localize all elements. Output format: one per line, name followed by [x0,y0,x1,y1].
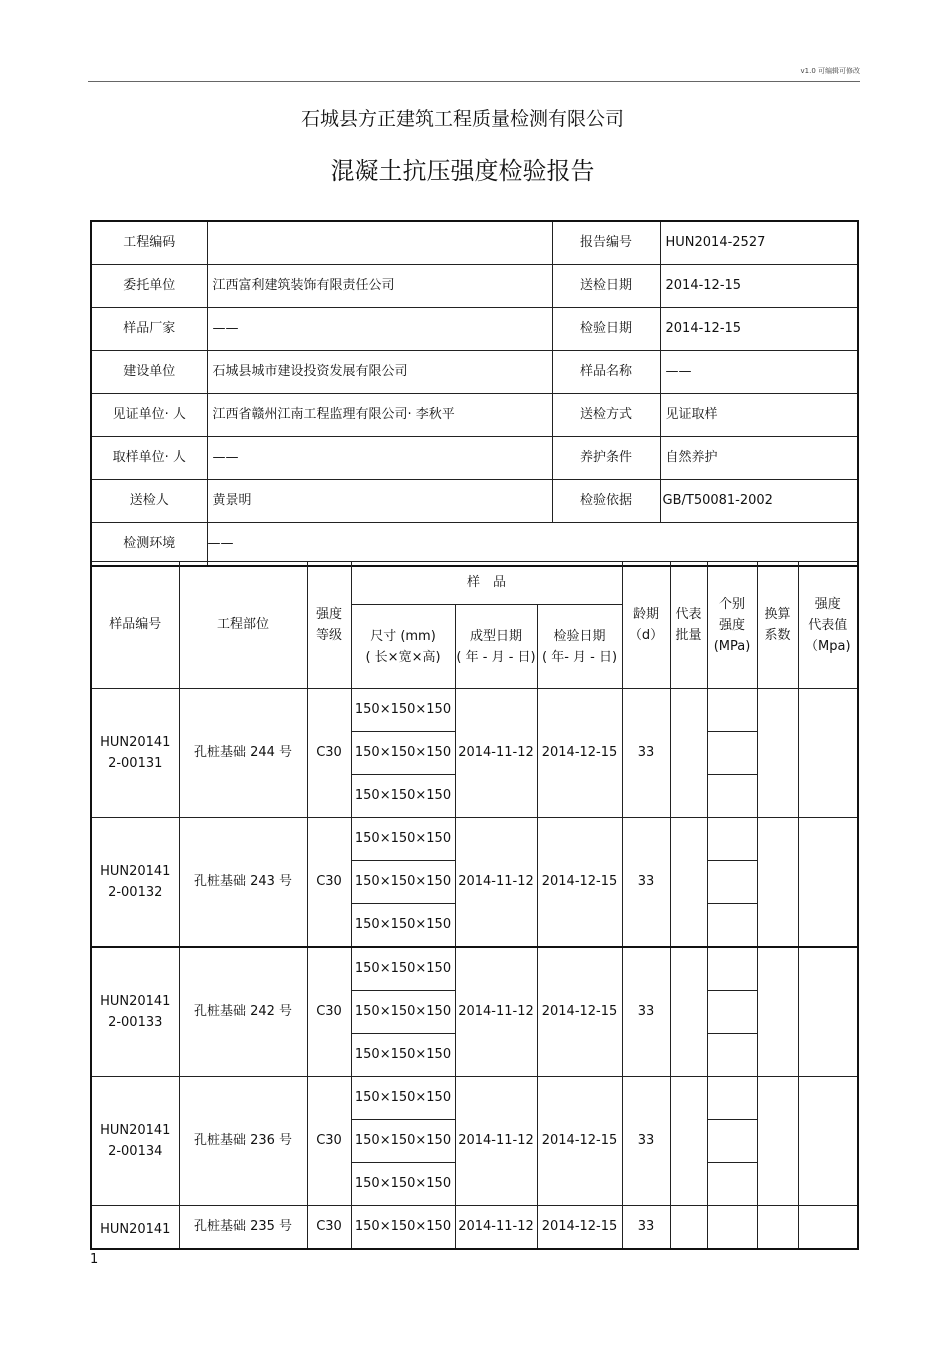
sample-batch [670,947,707,1077]
col-single-strength [707,562,757,689]
sample-size: 150×150×150 [351,775,455,818]
sample-age: 33 [622,947,670,1077]
project-code-label: 工程编码 [91,221,207,265]
col-test-line2: ( 年- 月 - 日) [541,649,618,665]
sample-age: 33 [622,689,670,818]
representative-cell [798,1206,858,1250]
sample-cast-date: 2014-11-12 [455,1206,537,1250]
single-strength-cell [707,1120,757,1163]
table-row [91,818,858,861]
col-representative [798,562,858,689]
table-row [91,689,858,732]
sample-test-date: 2014-12-15 [537,689,622,818]
col-size-line2: ( 长×宽×高) [365,649,441,665]
col-cast-date [455,605,537,689]
single-strength-cell [707,1206,757,1250]
conversion-cell [757,1206,798,1250]
sample-size: 150×150×150 [351,1120,455,1163]
sample-id-line1: HUN20141 [100,735,171,750]
company-name: 石城县方正建筑工程质量检测有限公司 [300,108,624,130]
report-no-value: HUN2014-2527 [660,221,858,265]
sample-id [91,1206,179,1250]
single-strength-cell [707,991,757,1034]
single-strength-cell [707,861,757,904]
single-strength-cell [707,818,757,861]
col-cast-line1: 成型日期 [469,628,522,644]
sample-size: 150×150×150 [351,689,455,732]
col-single-line1: 个别 [719,596,746,612]
info-row [91,265,858,308]
col-test-date [537,605,622,689]
witness-label: 见证单位· 人 [91,394,207,437]
sample-size: 150×150×150 [351,1163,455,1206]
info-row [91,480,858,523]
sample-id-line1: HUN20141 [100,1222,171,1238]
sample-name-value: —— [660,351,858,394]
sample-size: 150×150×150 [351,818,455,861]
sample-grade: C30 [307,947,351,1077]
sample-grade: C30 [307,1206,351,1250]
col-conversion [757,562,798,689]
col-test-line1: 检验日期 [553,628,606,644]
sample-batch [670,689,707,818]
info-row [91,437,858,480]
sample-id-line2: 2-00133 [108,1015,163,1030]
col-grade [307,562,351,689]
sample-location: 孔桩基础 236 号 [179,1077,307,1206]
submit-date-value: 2014-12-15 [660,265,858,308]
page-number: 1 [90,1252,99,1267]
col-size-line1: 尺寸 (mm) [370,628,436,644]
sampler-value: —— [207,437,552,480]
sample-size: 150×150×150 [351,947,455,991]
samples-table [90,561,859,1250]
info-row [91,308,858,351]
sample-id-line2: 2-00131 [108,756,163,771]
col-batch-line2: 批量 [675,628,702,643]
manufacturer-value: —— [207,308,552,351]
col-batch-line1: 代表 [675,607,702,622]
sample-test-date: 2014-12-15 [537,818,622,948]
sample-id-line1: HUN20141 [100,864,171,879]
client-label: 委托单位 [91,265,207,308]
sample-size: 150×150×150 [351,1206,455,1250]
col-location: 工程部位 [179,562,307,689]
sample-test-date: 2014-12-15 [537,1077,622,1206]
project-code-value [207,221,552,265]
sample-size: 150×150×150 [351,732,455,775]
curing-label: 养护条件 [552,437,660,480]
representative-cell [798,818,858,948]
sample-id-line1: HUN20141 [100,994,171,1009]
col-sample-group: 样 品 [351,562,622,605]
env-value: —— [207,523,858,567]
col-age-line2: （d） [628,628,664,643]
sample-id [91,818,179,948]
sample-location: 孔桩基础 243 号 [179,818,307,948]
single-strength-cell [707,1034,757,1077]
col-single-line3: (MPa) [713,638,751,654]
representative-cell [798,947,858,1077]
sample-size: 150×150×150 [351,1034,455,1077]
col-batch [670,562,707,689]
client-value: 江西富利建筑装饰有限责任公司 [207,265,552,308]
submitter-label: 送检人 [91,480,207,523]
test-date-label: 检验日期 [552,308,660,351]
single-strength-cell [707,1163,757,1206]
table-row [91,947,858,991]
sample-id-line2: 2-00134 [108,1144,163,1159]
sample-id-line1: HUN20141 [100,1123,171,1138]
col-conv-line1: 换算 [764,607,791,622]
col-sample-no: 样品编号 [91,562,179,689]
single-strength-cell [707,947,757,991]
witness-value: 江西省赣州江南工程监理有限公司· 李秋平 [207,394,552,437]
submit-method-label: 送检方式 [552,394,660,437]
sample-location: 孔桩基础 235 号 [179,1206,307,1250]
test-date-value: 2014-12-15 [660,308,858,351]
sample-batch [670,818,707,948]
single-strength-cell [707,904,757,948]
sampler-label: 取样单位· 人 [91,437,207,480]
conversion-cell [757,1077,798,1206]
sample-location: 孔桩基础 244 号 [179,689,307,818]
col-single-line2: 强度 [719,617,746,633]
manufacturer-label: 样品厂家 [91,308,207,351]
sample-size: 150×150×150 [351,861,455,904]
col-age [622,562,670,689]
sample-id [91,1077,179,1206]
report-no-label: 报告编号 [552,221,660,265]
basis-value: GB/T50081-2002 [660,480,858,523]
representative-cell [798,1077,858,1206]
single-strength-cell [707,689,757,732]
table-row [91,1206,858,1250]
col-rep-line2: 代表值 [808,617,848,633]
sample-id-line2: 2-00132 [108,885,163,900]
single-strength-cell [707,1077,757,1120]
conversion-cell [757,947,798,1077]
sample-batch [670,1206,707,1250]
sample-size: 150×150×150 [351,1077,455,1120]
sample-test-date: 2014-12-15 [537,1206,622,1250]
info-row [91,351,858,394]
conversion-cell [757,689,798,818]
single-strength-cell [707,775,757,818]
sample-age: 33 [622,1206,670,1250]
submit-method-value: 见证取样 [660,394,858,437]
env-label: 检测环境 [91,523,207,567]
sample-batch [670,1077,707,1206]
col-grade-line2: 等级 [315,628,342,643]
single-strength-cell [707,732,757,775]
submitter-value: 黄景明 [207,480,552,523]
basis-label: 检验依据 [552,480,660,523]
col-conv-line2: 系数 [764,628,791,643]
sample-age: 33 [622,818,670,948]
conversion-cell [757,818,798,948]
info-row [91,221,858,265]
col-size [351,605,455,689]
sample-id [91,689,179,818]
sample-cast-date: 2014-11-12 [455,689,537,818]
col-rep-line3: （Mpa) [805,638,851,654]
sample-location: 孔桩基础 242 号 [179,947,307,1077]
sample-grade: C30 [307,689,351,818]
report-title: 混凝土抗压强度检验报告 [330,157,595,185]
info-row [91,523,858,567]
info-row [91,394,858,437]
sample-grade: C30 [307,1077,351,1206]
sample-id [91,947,179,1077]
sample-cast-date: 2014-11-12 [455,1077,537,1206]
sample-test-date: 2014-12-15 [537,947,622,1077]
col-rep-line1: 强度 [814,596,841,612]
sample-age: 33 [622,1077,670,1206]
curing-value: 自然养护 [660,437,858,480]
sample-cast-date: 2014-11-12 [455,947,537,1077]
version-note: v1.0 可编辑可修改 [800,67,860,75]
sample-size: 150×150×150 [351,904,455,948]
submit-date-label: 送检日期 [552,265,660,308]
table-row [91,1077,858,1120]
builder-label: 建设单位 [91,351,207,394]
info-table [90,220,859,567]
sample-name-label: 样品名称 [552,351,660,394]
header-row [91,562,858,605]
col-age-line1: 龄期 [633,607,660,622]
col-grade-line1: 强度 [315,607,342,622]
sample-cast-date: 2014-11-12 [455,818,537,948]
sample-size: 150×150×150 [351,991,455,1034]
representative-cell [798,689,858,818]
builder-value: 石城县城市建设投资发展有限公司 [207,351,552,394]
header-rule [88,81,860,82]
sample-grade: C30 [307,818,351,948]
col-cast-line2: ( 年 - 月 - 日) [456,649,536,665]
